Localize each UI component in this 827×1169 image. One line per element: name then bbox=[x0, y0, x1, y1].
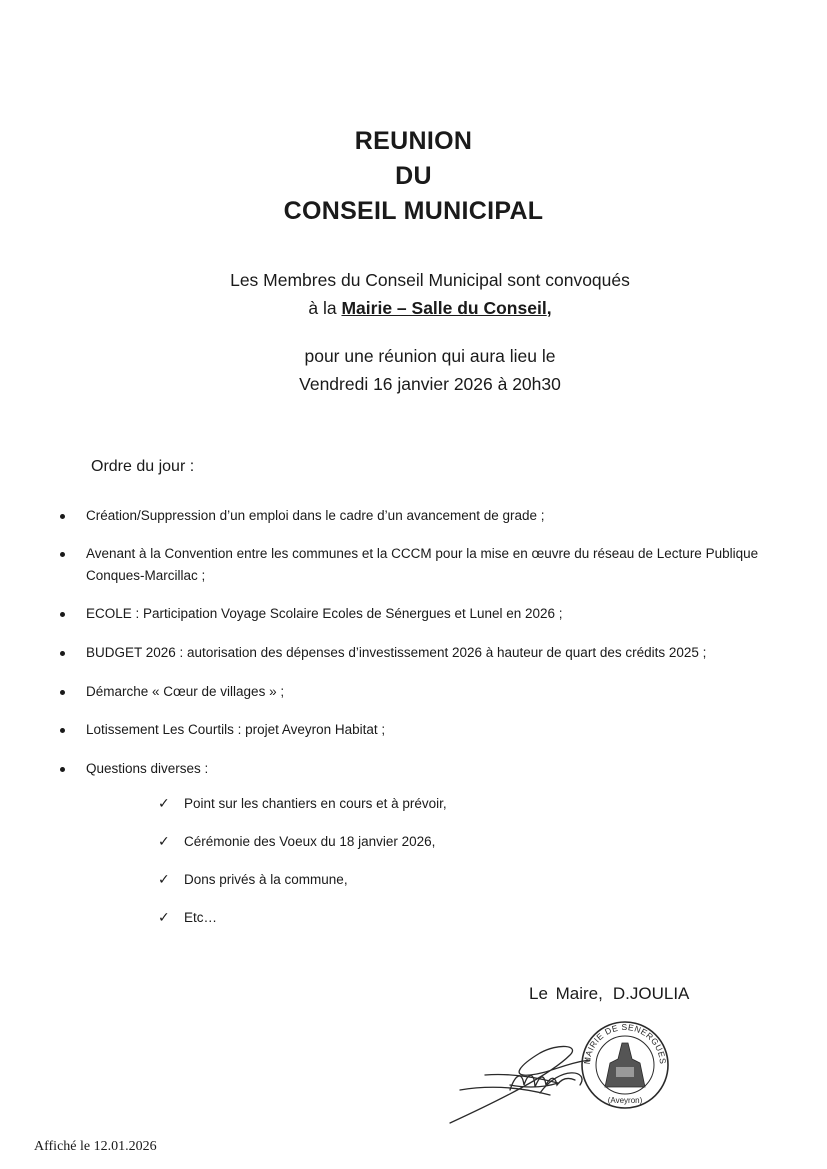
bullet-icon bbox=[60, 767, 65, 772]
sub-item bbox=[158, 831, 447, 853]
stamp-top-text: MAIRIE DE SENERGUES bbox=[581, 1021, 669, 1065]
checkmark-icon: ✓ bbox=[158, 871, 170, 887]
title-line-2: DU bbox=[395, 162, 432, 190]
posted-date: Affiché le 12.01.2026 bbox=[34, 1139, 157, 1154]
agenda-item-text: ECOLE : Participation Voyage Scolaire Ecoles de Sénergues et Lunel en 2026 ; bbox=[86, 606, 563, 621]
agenda-title: Ordre du jour : bbox=[91, 458, 195, 475]
signatory bbox=[529, 984, 689, 1004]
checkmark-icon: ✓ bbox=[158, 833, 170, 849]
title-line-3: CONSEIL MUNICIPAL bbox=[283, 197, 544, 225]
title-line-1: REUNION bbox=[354, 127, 473, 155]
bullet-icon bbox=[60, 651, 65, 656]
sub-item-text: Etc… bbox=[184, 910, 218, 925]
sub-item bbox=[158, 907, 447, 929]
convocation-line-1: Les Membres du Conseil Municipal sont convoqués bbox=[230, 270, 630, 290]
handwritten-signature bbox=[440, 1015, 680, 1130]
signature-and-stamp bbox=[440, 1015, 680, 1130]
checkmark-icon: ✓ bbox=[158, 795, 170, 811]
agenda-item-text: Démarche « Cœur de villages » ; bbox=[86, 684, 285, 699]
convocation-line-2 bbox=[0, 294, 827, 322]
sub-item-text: Cérémonie des Voeux du 18 janvier 2026, bbox=[184, 834, 436, 849]
bullet-icon bbox=[60, 728, 65, 733]
mayor-title: Le Maire, bbox=[529, 984, 603, 1003]
agenda-item bbox=[60, 758, 208, 780]
sub-item-text: Dons privés à la commune, bbox=[184, 872, 348, 887]
town-hall-stamp bbox=[582, 1022, 668, 1108]
agenda-item bbox=[60, 505, 545, 527]
agenda-item-text: Questions diverses : bbox=[86, 761, 209, 776]
sub-item bbox=[158, 793, 447, 815]
bullet-icon bbox=[60, 552, 65, 557]
document-title bbox=[0, 124, 827, 229]
meeting-date: Vendredi 16 janvier 2026 à 20h30 bbox=[299, 374, 561, 394]
convocation-prefix: à la bbox=[308, 298, 342, 318]
agenda-item bbox=[60, 642, 706, 664]
agenda-item bbox=[60, 543, 790, 587]
bullet-icon bbox=[60, 514, 65, 519]
bullet-icon bbox=[60, 612, 65, 617]
meeting-date-text bbox=[0, 342, 827, 398]
sub-item-text: Point sur les chantiers en cours et à prévoir, bbox=[184, 796, 447, 811]
agenda-item bbox=[60, 603, 563, 625]
agenda-item-text: Lotissement Les Courtils : projet Aveyron Habitat ; bbox=[86, 722, 386, 737]
agenda-item-text: BUDGET 2026 : autorisation des dépenses d’investissement 2026 à hauteur de quart des crédits 2025 ; bbox=[86, 645, 707, 660]
convocation-suffix: , bbox=[546, 298, 552, 318]
mayor-name: D.JOULIA bbox=[612, 984, 690, 1003]
sub-item bbox=[158, 869, 447, 891]
agenda-item-text: Création/Suppression d’un emploi dans le cadre d’un avancement de grade ; bbox=[86, 508, 545, 523]
meeting-place: Mairie – Salle du Conseil bbox=[341, 298, 547, 318]
checkmark-icon: ✓ bbox=[158, 909, 170, 925]
meeting-line-1: pour une réunion qui aura lieu le bbox=[304, 346, 556, 366]
convocation-text bbox=[0, 266, 827, 322]
stamp-bottom-text: (Aveyron) bbox=[607, 1096, 643, 1105]
bullet-icon bbox=[60, 690, 65, 695]
agenda-item-text: Avenant à la Convention entre les communes et la CCCM pour la mise en œuvre du réseau de Lecture Publique Conques-Marcillac ; bbox=[86, 546, 759, 583]
questions-sub-list bbox=[158, 793, 447, 945]
agenda-item bbox=[60, 719, 385, 741]
agenda-item bbox=[60, 681, 284, 703]
